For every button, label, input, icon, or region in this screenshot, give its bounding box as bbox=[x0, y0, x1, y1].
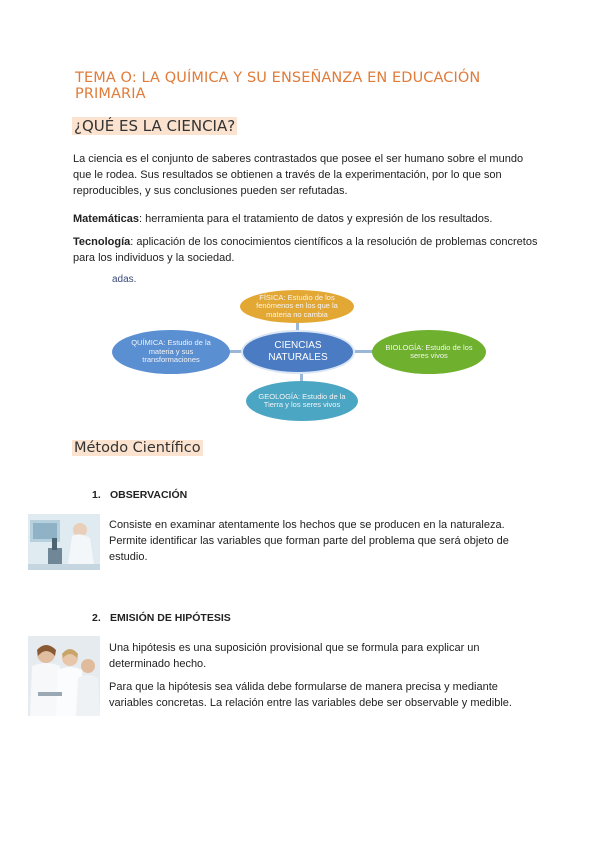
step-hipotesis-text-2: Para que la hipótesis sea válida debe formularse de manera precisa y mediante variables concretas. La relación entre las variables debe ser observable y medible. bbox=[109, 681, 512, 709]
step-observacion-text: Consiste en examinar atentamente los hechos que se producen en la naturaleza. Permite identificar las variables que forman parte del problema que será objeto de estudio. bbox=[109, 519, 509, 563]
diagram-node-fisica: FÍSICA: Estudio de los fenómenos en los que la materia no cambia bbox=[240, 290, 354, 323]
step-number: 1. bbox=[92, 489, 101, 501]
paragraph-tecnologia bbox=[73, 234, 543, 266]
step-number: 2. bbox=[92, 612, 101, 624]
section-heading-ciencia: ¿QUÉ ES LA CIENCIA? bbox=[74, 117, 236, 135]
section-heading-metodo: Método Científico bbox=[74, 440, 201, 456]
document-title: TEMA O: LA QUÍMICA Y SU ENSEÑANZA EN EDUCACIÓN PRIMARIA bbox=[75, 70, 481, 102]
step-title: EMISIÓN DE HIPÓTESIS bbox=[110, 612, 231, 624]
paragraph-definition: La ciencia es el conjunto de saberes contrastados que posee el ser humano sobre el mundo que le rodea. Sus resultados se obtienen a través de la experimentación, por lo que son reproducibles, y sus conclusiones pueden ser refutadas. bbox=[73, 153, 524, 197]
diagram-node-biologia: BIOLOGÍA: Estudio de los seres vivos bbox=[372, 330, 486, 374]
def-matematicas: : herramienta para el tratamiento de datos y expresión de los resultados. bbox=[139, 213, 493, 225]
paragraph-matematicas bbox=[73, 211, 543, 227]
term-tecnologia: Tecnología bbox=[73, 236, 131, 248]
step-hipotesis-text-1: Una hipótesis es una suposición provisional que se formula para explicar un determinado hecho. bbox=[109, 642, 480, 670]
term-matematicas: Matemáticas bbox=[73, 213, 140, 225]
scientists-team-image bbox=[28, 636, 100, 716]
cropped-text-fragment: adas. bbox=[112, 274, 137, 285]
step-title: OBSERVACIÓN bbox=[110, 489, 188, 501]
diagram-node-geologia: GEOLOGÍA: Estudio de la Tierra y los seres vivos bbox=[246, 381, 358, 421]
diagram-node-quimica: QUÍMICA: Estudio de la materia y sus transformaciones bbox=[112, 330, 230, 374]
def-tecnologia: : aplicación de los conocimientos científicos a la resolución de problemas concretos para los individuos y la sociedad. bbox=[73, 236, 538, 264]
step-hipotesis-heading bbox=[92, 612, 231, 624]
diagram-node-center: CIENCIAS NATURALES bbox=[241, 330, 355, 374]
lab-microscope-image bbox=[28, 514, 100, 570]
connector-right bbox=[355, 350, 373, 353]
step-observacion-heading bbox=[92, 489, 187, 501]
